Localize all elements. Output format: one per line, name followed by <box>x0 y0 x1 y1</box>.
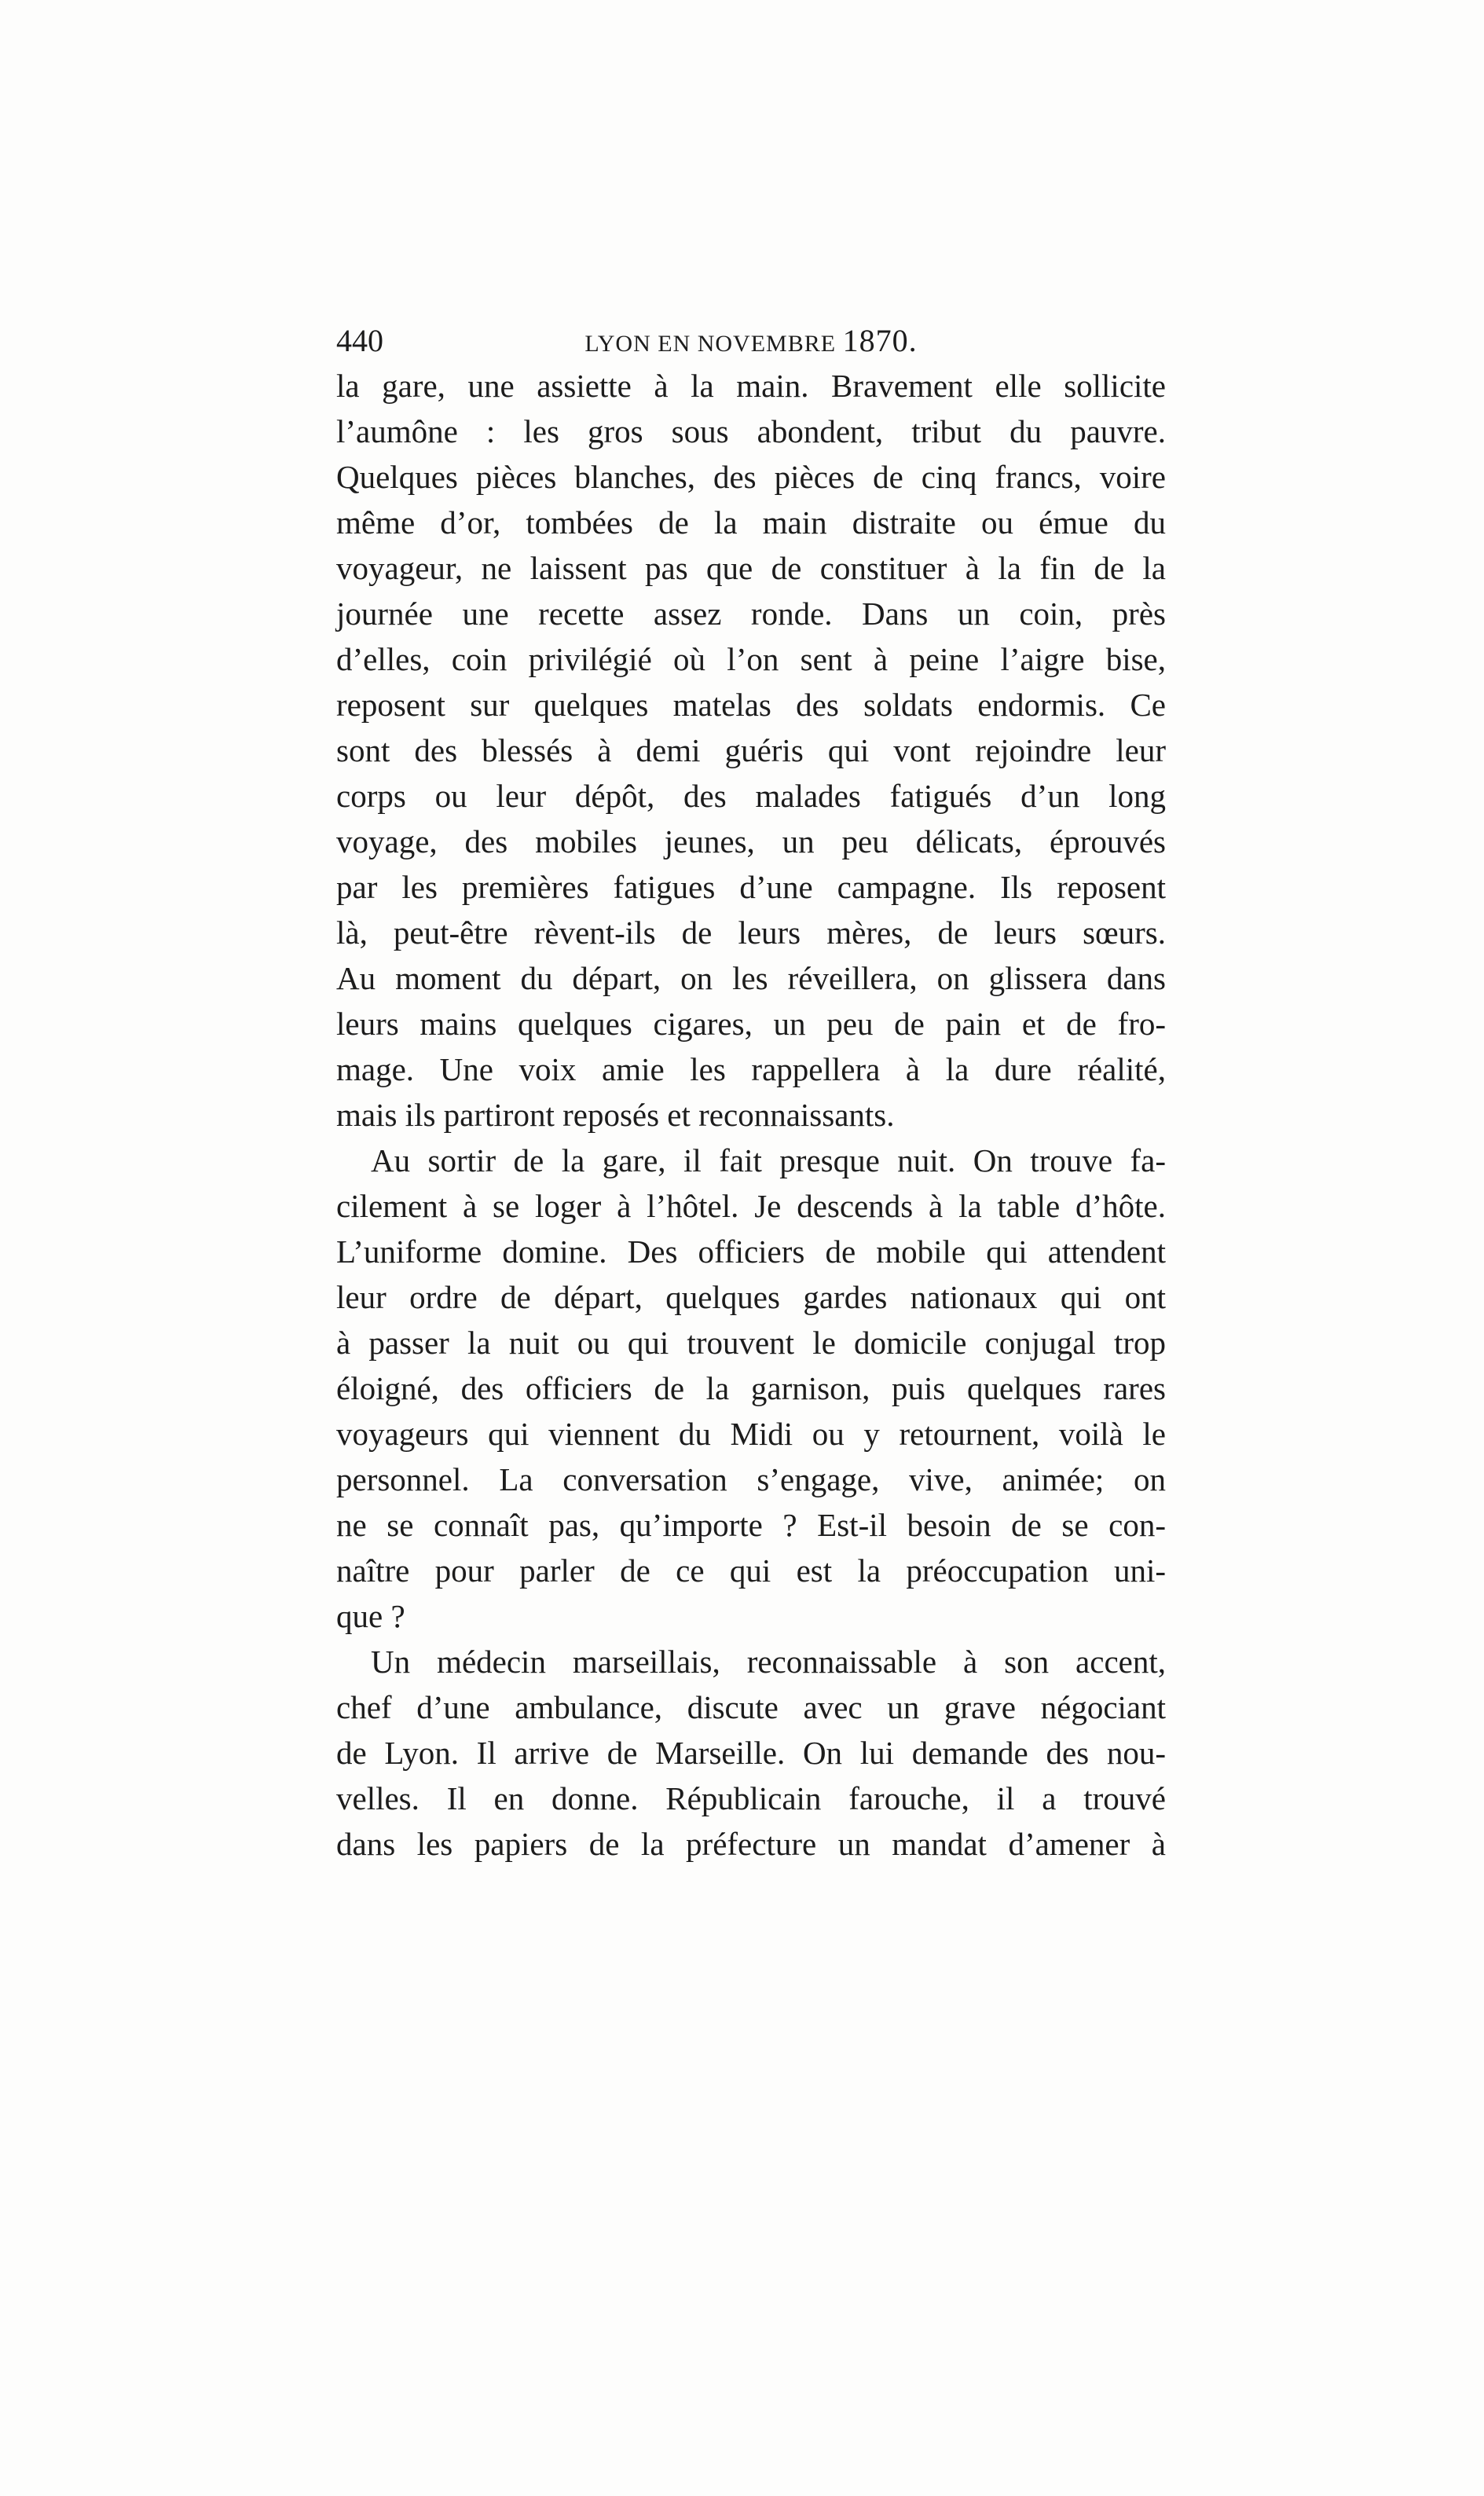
text-line: leur ordre de départ, quelques gardes nationaux qui ont <box>336 1279 1166 1315</box>
text-line: velles. Il en donne. Républicain farouche, il a trouvé <box>336 1780 1166 1816</box>
body-text <box>336 363 1166 1867</box>
text-line: même d’or, tombées de la main distraite ou émue du <box>336 504 1166 541</box>
running-head <box>336 317 1166 365</box>
text-line: Quelques pièces blanches, des pièces de cinq francs, voire <box>336 459 1166 495</box>
text-line: éloigné, des officiers de la garnison, puis quelques rares <box>336 1370 1166 1406</box>
paragraph-end-line: que ? <box>336 1598 405 1634</box>
running-title-year: 1870. <box>842 323 918 358</box>
text-line: la gare, une assiette à la main. Bravement elle sollicite <box>336 368 1166 404</box>
text-line: journée une recette assez ronde. Dans un coin, près <box>336 596 1166 632</box>
text-line: reposent sur quelques matelas des soldats endormis. Ce <box>336 687 1166 723</box>
text-line: chef d’une ambulance, discute avec un grave négociant <box>336 1689 1166 1725</box>
text-line: personnel. La conversation s’engage, vive, animée; on <box>336 1461 1166 1497</box>
paragraph-start-line: Un médecin marseillais, reconnaissable à son accent, <box>371 1644 1166 1680</box>
text-line: de Lyon. Il arrive de Marseille. On lui demande des nou- <box>336 1735 1166 1771</box>
text-line: par les premières fatigues d’une campagne. Ils reposent <box>336 869 1166 905</box>
text-line: Au moment du départ, on les réveillera, on glissera dans <box>336 960 1166 996</box>
text-line: là, peut-être rèvent-ils de leurs mères, de leurs sœurs. <box>336 914 1166 951</box>
text-line: dans les papiers de la préfecture un mandat d’amener à <box>336 1826 1166 1862</box>
text-line: corps ou leur dépôt, des malades fatigués d’un long <box>336 778 1166 814</box>
text-line: l’aumône : les gros sous abondent, tribut du pauvre. <box>336 413 1166 449</box>
text-line: leurs mains quelques cigares, un peu de pain et de fro- <box>336 1006 1166 1042</box>
paragraph-start-line: Au sortir de la gare, il fait presque nuit. On trouve fa- <box>371 1142 1166 1178</box>
text-line: à passer la nuit ou qui trouvent le domicile conjugal trop <box>336 1325 1166 1361</box>
running-title-text: LYON EN NOVEMBRE <box>584 331 837 357</box>
text-line: mage. Une voix amie les rappellera à la dure réalité, <box>336 1051 1166 1087</box>
running-title <box>336 317 1166 368</box>
text-line: sont des blessés à demi guéris qui vont rejoindre leur <box>336 732 1166 768</box>
text-line: L’uniforme domine. Des officiers de mobile qui attendent <box>336 1233 1166 1270</box>
text-line: naître pour parler de ce qui est la préoccupation uni- <box>336 1552 1166 1589</box>
text-line: voyage, des mobiles jeunes, un peu délicats, éprouvés <box>336 823 1166 859</box>
text-line: ne se connaît pas, qu’importe ? Est-il besoin de se con- <box>336 1507 1166 1543</box>
text-line: d’elles, coin privilégié où l’on sent à peine l’aigre bise, <box>336 641 1166 677</box>
page-number: 440 <box>336 323 383 358</box>
paragraph-end-line: mais ils partiront reposés et reconnaissants. <box>336 1097 895 1133</box>
text-line: cilement à se loger à l’hôtel. Je descends à la table d’hôte. <box>336 1188 1166 1224</box>
text-line: voyageurs qui viennent du Midi ou y retournent, voilà le <box>336 1416 1166 1452</box>
text-line: voyageur, ne laissent pas que de constituer à la fin de la <box>336 550 1166 586</box>
